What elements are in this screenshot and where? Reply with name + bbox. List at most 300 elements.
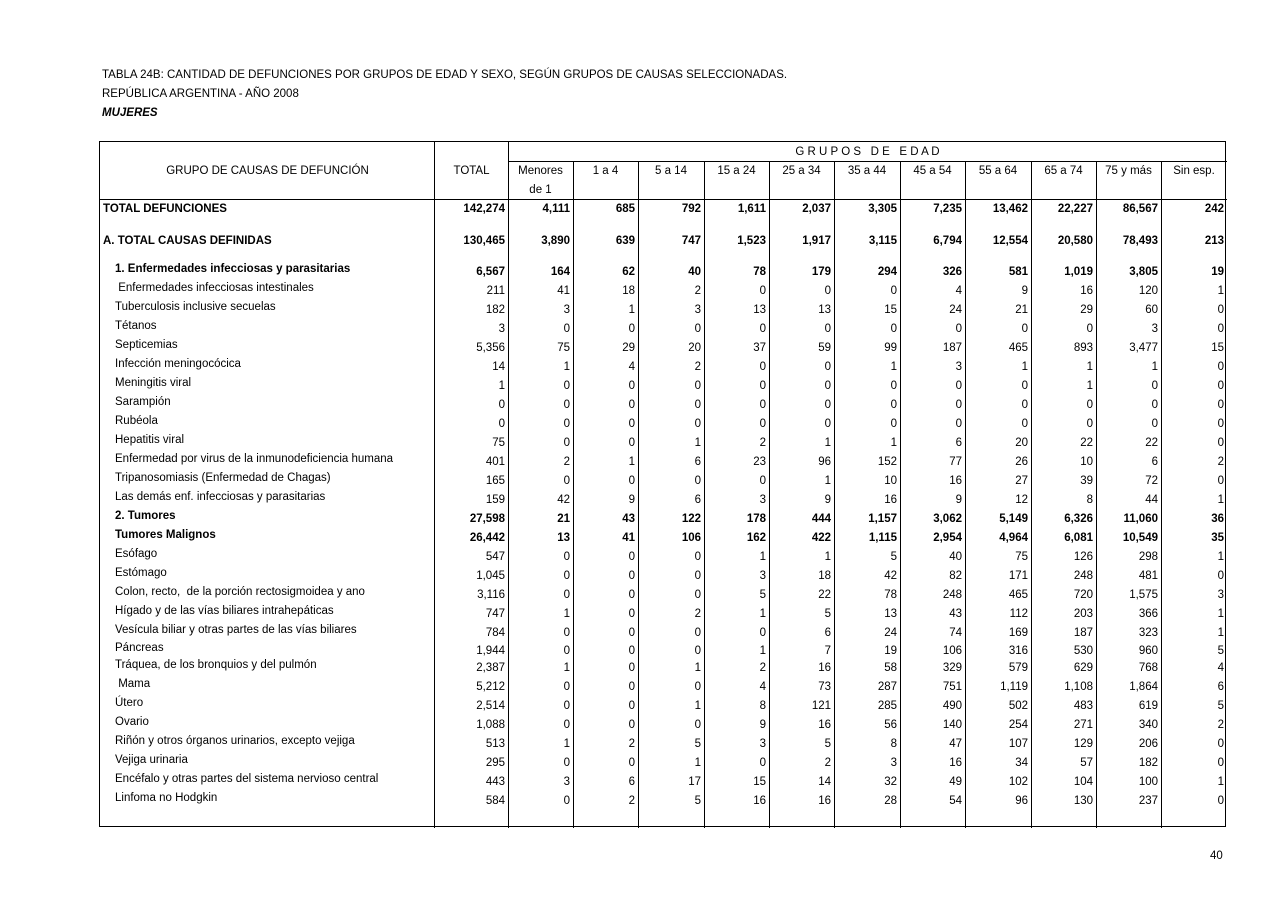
table-cell: 0 bbox=[694, 323, 701, 335]
table-cell: 254 bbox=[1008, 719, 1028, 731]
table-cell: 0 bbox=[1217, 361, 1224, 373]
table-cell: 6 bbox=[955, 437, 962, 449]
table-cell: 10 bbox=[1080, 456, 1093, 468]
row-label: Esófago bbox=[115, 548, 158, 560]
table-cell: 1,108 bbox=[1064, 681, 1093, 693]
table-cell: 0 bbox=[628, 380, 635, 392]
table-cell: 5 bbox=[824, 608, 831, 620]
table-cell: 0 bbox=[628, 437, 635, 449]
table-cell: 13,462 bbox=[992, 203, 1028, 215]
table-cell: 26,442 bbox=[469, 532, 505, 544]
table-cell: 75 bbox=[557, 342, 570, 354]
table-cell: 340 bbox=[1138, 719, 1158, 731]
table-cell: 112 bbox=[1009, 608, 1028, 620]
table-cell: 102 bbox=[1008, 776, 1028, 788]
row-label: Enfermedad por virus de la inmunodeficiencia humana bbox=[115, 453, 394, 465]
table-cell: 73 bbox=[818, 681, 831, 693]
row-label: Riñón y otros órganos urinarios, excepto vejiga bbox=[115, 735, 355, 747]
table-cell: 0 bbox=[1086, 323, 1093, 335]
table-cell: 1,115 bbox=[868, 532, 897, 544]
table-cell: 547 bbox=[485, 551, 505, 563]
row-label: Meningitis viral bbox=[115, 377, 192, 389]
table-cell: 122 bbox=[681, 513, 701, 525]
table-cell: 5,212 bbox=[476, 681, 505, 693]
table-cell: 3,890 bbox=[541, 235, 570, 247]
table-cell: 20 bbox=[688, 342, 701, 354]
table-cell: 2 bbox=[628, 738, 635, 750]
table-cell: 0 bbox=[824, 361, 831, 373]
table-cell: 86,567 bbox=[1122, 203, 1158, 215]
table-cell: 3 bbox=[890, 757, 897, 769]
table-cell: 6,794 bbox=[933, 235, 962, 247]
header-menores-de-1: Menores bbox=[518, 165, 563, 177]
table-cell: 6 bbox=[824, 627, 831, 639]
table-cell: 5 bbox=[824, 738, 831, 750]
group-header-divider bbox=[508, 161, 1227, 162]
column-divider bbox=[434, 142, 435, 828]
table-cell: 0 bbox=[563, 681, 570, 693]
table-cell: 0 bbox=[628, 551, 635, 563]
table-cell: 16 bbox=[753, 795, 766, 807]
table-cell: 1,864 bbox=[1129, 681, 1158, 693]
table-cell: 5 bbox=[1217, 645, 1224, 657]
table-cell: 0 bbox=[824, 323, 831, 335]
header-cause: GRUPO DE CAUSAS DE DEFUNCIÓN bbox=[166, 165, 369, 177]
table-cell: 0 bbox=[955, 418, 962, 430]
table-cell: 323 bbox=[1138, 627, 1158, 639]
table-cell: 75 bbox=[1015, 551, 1028, 563]
table-cell: 1 bbox=[1217, 776, 1224, 788]
table-cell: 182 bbox=[1138, 757, 1158, 769]
table-cell: 0 bbox=[1217, 795, 1224, 807]
table-cell: 0 bbox=[694, 380, 701, 392]
table-cell: 37 bbox=[753, 342, 766, 354]
table-cell: 4 bbox=[955, 285, 962, 297]
table-cell: 5,356 bbox=[476, 342, 505, 354]
table-cell: 0 bbox=[563, 418, 570, 430]
table-cell: 0 bbox=[694, 681, 701, 693]
table-cell: 26 bbox=[1015, 456, 1028, 468]
table-cell: 1 bbox=[694, 437, 701, 449]
table-cell: 4 bbox=[1217, 662, 1224, 674]
header-divider bbox=[100, 199, 1227, 200]
table-cell: 0 bbox=[759, 380, 766, 392]
header-menores-de-1-line2: de 1 bbox=[529, 184, 552, 196]
column-divider bbox=[834, 161, 835, 828]
table-cell: 1 bbox=[824, 437, 831, 449]
table-cell: 0 bbox=[498, 418, 505, 430]
table-cell: 8 bbox=[1086, 494, 1093, 506]
table-cell: 182 bbox=[485, 304, 505, 316]
table-cell: 179 bbox=[811, 266, 831, 278]
table-cell: 165 bbox=[485, 475, 505, 487]
table-cell: 27,598 bbox=[469, 513, 505, 525]
table-cell: 1 bbox=[759, 551, 766, 563]
table-cell: 19 bbox=[1211, 266, 1224, 278]
table-cell: 1 bbox=[628, 456, 635, 468]
table-cell: 248 bbox=[1073, 570, 1093, 582]
row-label: Hígado y de las vías biliares intrahepáticas bbox=[115, 605, 334, 617]
table-cell: 0 bbox=[628, 627, 635, 639]
table-cell: 15 bbox=[884, 304, 897, 316]
table-cell: 1 bbox=[694, 662, 701, 674]
table-cell: 23 bbox=[753, 456, 766, 468]
table-cell: 57 bbox=[1080, 757, 1093, 769]
table-cell: 19 bbox=[884, 645, 897, 657]
row-label: Vejiga urinaria bbox=[115, 754, 188, 766]
table-cell: 1 bbox=[628, 304, 635, 316]
column-divider bbox=[573, 161, 574, 828]
table-cell: 1,944 bbox=[476, 645, 505, 657]
table-cell: 0 bbox=[628, 570, 635, 582]
table-cell: 1 bbox=[1217, 627, 1224, 639]
table-cell: 211 bbox=[486, 285, 505, 297]
table-cell: 0 bbox=[1217, 738, 1224, 750]
table-cell: 0 bbox=[759, 399, 766, 411]
column-divider bbox=[1096, 161, 1097, 828]
table-cell: 0 bbox=[1021, 418, 1028, 430]
table-cell: 41 bbox=[622, 532, 635, 544]
table-cell: 0 bbox=[694, 570, 701, 582]
table-cell: 0 bbox=[1217, 570, 1224, 582]
table-cell: 162 bbox=[746, 532, 766, 544]
table-cell: 60 bbox=[1145, 304, 1158, 316]
table-cell: 3,116 bbox=[477, 589, 505, 601]
table-cell: 513 bbox=[485, 738, 505, 750]
row-label: Vesícula biliar y otras partes de las vías biliares bbox=[115, 624, 357, 636]
column-divider bbox=[638, 161, 639, 828]
header-age-1: 1 a 4 bbox=[592, 165, 619, 177]
table-cell: 720 bbox=[1073, 589, 1093, 601]
table-cell: 271 bbox=[1073, 719, 1093, 731]
table-cell: 0 bbox=[628, 662, 635, 674]
column-divider bbox=[1161, 161, 1162, 828]
header-age-5: 35 a 44 bbox=[847, 165, 887, 177]
table-cell: 4 bbox=[628, 361, 635, 373]
table-cell: 22 bbox=[818, 589, 831, 601]
table-cell: 530 bbox=[1073, 645, 1093, 657]
table-cell: 0 bbox=[628, 719, 635, 731]
table-cell: 0 bbox=[694, 645, 701, 657]
table-cell: 152 bbox=[877, 456, 897, 468]
table-cell: 96 bbox=[818, 456, 831, 468]
table-cell: 0 bbox=[563, 795, 570, 807]
table-cell: 16 bbox=[1080, 285, 1093, 297]
table-cell: 0 bbox=[563, 589, 570, 601]
table-cell: 1 bbox=[1021, 361, 1028, 373]
table-cell: 3 bbox=[1151, 323, 1158, 335]
table-cell: 72 bbox=[1145, 475, 1158, 487]
table-cell: 4 bbox=[759, 681, 766, 693]
header-age-6: 45 a 54 bbox=[913, 165, 952, 177]
table-cell: 0 bbox=[759, 475, 766, 487]
table-cell: 298 bbox=[1138, 551, 1158, 563]
table-cell: 0 bbox=[955, 399, 962, 411]
table-cell: 6,081 bbox=[1064, 532, 1093, 544]
table-cell: 1 bbox=[563, 662, 570, 674]
row-label: Enfermedades infecciosas intestinales bbox=[115, 282, 314, 294]
table-cell: 248 bbox=[942, 589, 962, 601]
table-cell: 16 bbox=[949, 475, 962, 487]
table-cell: 2 bbox=[759, 437, 766, 449]
table-cell: 0 bbox=[1086, 418, 1093, 430]
table-cell: 0 bbox=[1217, 475, 1224, 487]
table-cell: 56 bbox=[884, 719, 897, 731]
table-cell: 0 bbox=[563, 399, 570, 411]
row-label: 1. Enfermedades infecciosas y parasitarias bbox=[115, 263, 351, 275]
table-cell: 579 bbox=[1008, 662, 1028, 674]
table-cell: 62 bbox=[622, 266, 635, 278]
row-label: TOTAL DEFUNCIONES bbox=[103, 203, 227, 215]
table-cell: 10 bbox=[884, 475, 897, 487]
table-cell: 0 bbox=[955, 323, 962, 335]
table-cell: 960 bbox=[1138, 645, 1158, 657]
table-cell: 29 bbox=[1080, 304, 1093, 316]
header-age-2: 5 a 14 bbox=[655, 165, 687, 177]
table-cell: 287 bbox=[877, 681, 897, 693]
table-cell: 0 bbox=[628, 757, 635, 769]
table-cell: 100 bbox=[1138, 776, 1158, 788]
table-cell: 34 bbox=[1015, 757, 1028, 769]
table-cell: 0 bbox=[694, 719, 701, 731]
table-cell: 17 bbox=[688, 776, 701, 788]
table-cell: 130,465 bbox=[463, 235, 505, 247]
table-cell: 0 bbox=[563, 700, 570, 712]
table-cell: 443 bbox=[485, 776, 505, 788]
table-cell: 502 bbox=[1008, 700, 1028, 712]
table-cell: 0 bbox=[694, 627, 701, 639]
table-cell: 0 bbox=[1217, 304, 1224, 316]
table-cell: 16 bbox=[818, 719, 831, 731]
table-cell: 3 bbox=[759, 570, 766, 582]
header-age-4: 25 a 34 bbox=[782, 165, 821, 177]
row-label: Septicemias bbox=[115, 339, 178, 351]
table-cell: 0 bbox=[1151, 418, 1158, 430]
table-cell: 6 bbox=[694, 456, 701, 468]
table-cell: 7 bbox=[824, 645, 831, 657]
table-cell: 36 bbox=[1211, 513, 1224, 525]
row-label: Colon, recto, de la porción rectosigmoidea y ano bbox=[115, 586, 365, 598]
table-cell: 9 bbox=[824, 494, 831, 506]
table-cell: 40 bbox=[949, 551, 962, 563]
table-cell: 0 bbox=[1217, 380, 1224, 392]
table-cell: 20 bbox=[1015, 437, 1028, 449]
table-cell: 3 bbox=[759, 738, 766, 750]
table-cell: 82 bbox=[949, 570, 962, 582]
table-cell: 0 bbox=[1217, 757, 1224, 769]
table-cell: 685 bbox=[615, 203, 635, 215]
table-cell: 0 bbox=[563, 645, 570, 657]
table-cell: 47 bbox=[949, 738, 962, 750]
table-cell: 21 bbox=[1015, 304, 1028, 316]
header-age-3: 15 a 24 bbox=[717, 165, 756, 177]
table-cell: 2 bbox=[694, 608, 701, 620]
table-cell: 316 bbox=[1008, 645, 1028, 657]
table-cell: 1 bbox=[563, 738, 570, 750]
table-cell: 465 bbox=[1008, 342, 1028, 354]
column-divider bbox=[508, 142, 509, 828]
table-cell: 0 bbox=[694, 475, 701, 487]
table-cell: 121 bbox=[811, 700, 831, 712]
table-cell: 0 bbox=[1217, 437, 1224, 449]
table-cell: 6 bbox=[694, 494, 701, 506]
table-cell: 481 bbox=[1138, 570, 1158, 582]
table-cell: 0 bbox=[890, 418, 897, 430]
data-table bbox=[99, 141, 1226, 827]
table-cell: 178 bbox=[746, 513, 766, 525]
table-cell: 581 bbox=[1008, 266, 1028, 278]
column-divider bbox=[965, 161, 966, 828]
table-cell: 3,062 bbox=[933, 513, 962, 525]
table-cell: 5 bbox=[759, 589, 766, 601]
table-cell: 24 bbox=[884, 627, 897, 639]
table-cell: 0 bbox=[1151, 380, 1158, 392]
header-age-7: 55 a 64 bbox=[978, 165, 1018, 177]
table-cell: 9 bbox=[628, 494, 635, 506]
table-cell: 295 bbox=[485, 757, 505, 769]
column-divider bbox=[704, 161, 705, 828]
column-divider bbox=[900, 161, 901, 828]
table-cell: 203 bbox=[1073, 608, 1093, 620]
table-cell: 1,575 bbox=[1129, 589, 1158, 601]
table-cell: 0 bbox=[628, 589, 635, 601]
table-cell: 78 bbox=[753, 266, 766, 278]
table-cell: 0 bbox=[1217, 323, 1224, 335]
table-cell: 13 bbox=[818, 304, 831, 316]
table-cell: 0 bbox=[824, 285, 831, 297]
row-label: Páncreas bbox=[115, 642, 164, 654]
table-cell: 20,580 bbox=[1057, 235, 1093, 247]
table-cell: 1,523 bbox=[737, 235, 766, 247]
table-cell: 0 bbox=[890, 323, 897, 335]
table-subtitle: REPÚBLICA ARGENTINA - AÑO 2008 bbox=[102, 88, 299, 100]
table-cell: 1 bbox=[759, 645, 766, 657]
table-cell: 1,917 bbox=[802, 235, 831, 247]
table-cell: 1 bbox=[1086, 361, 1093, 373]
table-cell: 5 bbox=[694, 795, 701, 807]
row-label: Rubéola bbox=[115, 415, 158, 427]
row-label: Estómago bbox=[115, 567, 167, 579]
table-cell: 0 bbox=[759, 757, 766, 769]
table-cell: 0 bbox=[694, 399, 701, 411]
table-cell: 0 bbox=[563, 627, 570, 639]
row-label: Encéfalo y otras partes del sistema nervioso central bbox=[115, 773, 379, 785]
table-cell: 40 bbox=[688, 266, 701, 278]
table-cell: 326 bbox=[942, 266, 962, 278]
table-cell: 0 bbox=[759, 285, 766, 297]
table-cell: 747 bbox=[485, 608, 505, 620]
table-cell: 41 bbox=[557, 285, 570, 297]
table-cell: 1 bbox=[694, 700, 701, 712]
table-cell: 54 bbox=[949, 795, 962, 807]
table-cell: 120 bbox=[1138, 285, 1158, 297]
table-cell: 0 bbox=[498, 399, 505, 411]
table-cell: 187 bbox=[1073, 627, 1093, 639]
table-cell: 2,954 bbox=[933, 532, 962, 544]
table-cell: 444 bbox=[811, 513, 831, 525]
table-cell: 1 bbox=[890, 437, 897, 449]
table-cell: 0 bbox=[628, 608, 635, 620]
row-label: A. TOTAL CAUSAS DEFINIDAS bbox=[103, 235, 272, 247]
table-cell: 1 bbox=[1217, 494, 1224, 506]
table-cell: 2 bbox=[1217, 719, 1224, 731]
table-cell: 0 bbox=[563, 757, 570, 769]
table-cell: 15 bbox=[753, 776, 766, 788]
table-cell: 169 bbox=[1008, 627, 1028, 639]
table-cell: 0 bbox=[955, 380, 962, 392]
row-label: Sarampión bbox=[115, 396, 171, 408]
table-title: TABLA 24B: CANTIDAD DE DEFUNCIONES POR GRUPOS DE EDAD Y SEXO, SEGÚN GRUPOS DE CAUSAS SELECCIONADAS. bbox=[102, 69, 788, 81]
table-cell: 6,326 bbox=[1064, 513, 1093, 525]
table-cell: 465 bbox=[1008, 589, 1028, 601]
table-cell: 16 bbox=[818, 662, 831, 674]
row-label: Hepatitis viral bbox=[115, 434, 185, 446]
table-cell: 15 bbox=[1211, 342, 1224, 354]
table-cell: 187 bbox=[942, 342, 962, 354]
table-cell: 3 bbox=[694, 304, 701, 316]
table-cell: 0 bbox=[694, 589, 701, 601]
table-cell: 0 bbox=[1021, 399, 1028, 411]
table-cell: 1 bbox=[1151, 361, 1158, 373]
row-label: Mama bbox=[115, 678, 151, 690]
table-cell: 242 bbox=[1204, 203, 1224, 215]
table-cell: 1,157 bbox=[868, 513, 897, 525]
table-cell: 1,019 bbox=[1064, 266, 1093, 278]
table-cell: 237 bbox=[1138, 795, 1158, 807]
table-cell: 1 bbox=[824, 551, 831, 563]
table-cell: 3,477 bbox=[1129, 342, 1158, 354]
table-cell: 329 bbox=[942, 662, 962, 674]
table-cell: 213 bbox=[1204, 235, 1224, 247]
row-label: Infección meningocócica bbox=[115, 358, 241, 370]
row-label: Tripanosomiasis (Enfermedad de Chagas) bbox=[115, 472, 331, 484]
row-label: Útero bbox=[115, 697, 144, 709]
table-cell: 6,567 bbox=[476, 266, 505, 278]
table-cell: 39 bbox=[1080, 475, 1093, 487]
table-cell: 3 bbox=[563, 776, 570, 788]
table-cell: 0 bbox=[694, 418, 701, 430]
table-cell: 0 bbox=[563, 380, 570, 392]
table-cell: 422 bbox=[811, 532, 831, 544]
table-cell: 893 bbox=[1073, 342, 1093, 354]
table-cell: 9 bbox=[955, 494, 962, 506]
header-age-10: Sin esp. bbox=[1173, 165, 1215, 177]
table-cell: 77 bbox=[949, 456, 962, 468]
table-cell: 1,119 bbox=[1000, 681, 1028, 693]
table-cell: 0 bbox=[1086, 399, 1093, 411]
table-cell: 126 bbox=[1073, 551, 1093, 563]
table-cell: 6 bbox=[1151, 456, 1158, 468]
row-label: Tétanos bbox=[115, 320, 157, 332]
table-cell: 792 bbox=[681, 203, 701, 215]
table-cell: 584 bbox=[485, 795, 505, 807]
table-cell: 1,088 bbox=[476, 719, 505, 731]
table-cell: 0 bbox=[1217, 399, 1224, 411]
table-sex-label: MUJERES bbox=[102, 107, 158, 119]
table-cell: 5 bbox=[890, 551, 897, 563]
table-cell: 2,387 bbox=[476, 662, 505, 674]
table-cell: 0 bbox=[563, 475, 570, 487]
table-cell: 6 bbox=[1217, 681, 1224, 693]
table-cell: 0 bbox=[1151, 399, 1158, 411]
table-cell: 1 bbox=[890, 361, 897, 373]
table-cell: 21 bbox=[557, 513, 570, 525]
table-cell: 0 bbox=[563, 323, 570, 335]
table-cell: 1 bbox=[694, 757, 701, 769]
table-cell: 0 bbox=[628, 399, 635, 411]
table-cell: 29 bbox=[622, 342, 635, 354]
table-cell: 5,149 bbox=[999, 513, 1028, 525]
